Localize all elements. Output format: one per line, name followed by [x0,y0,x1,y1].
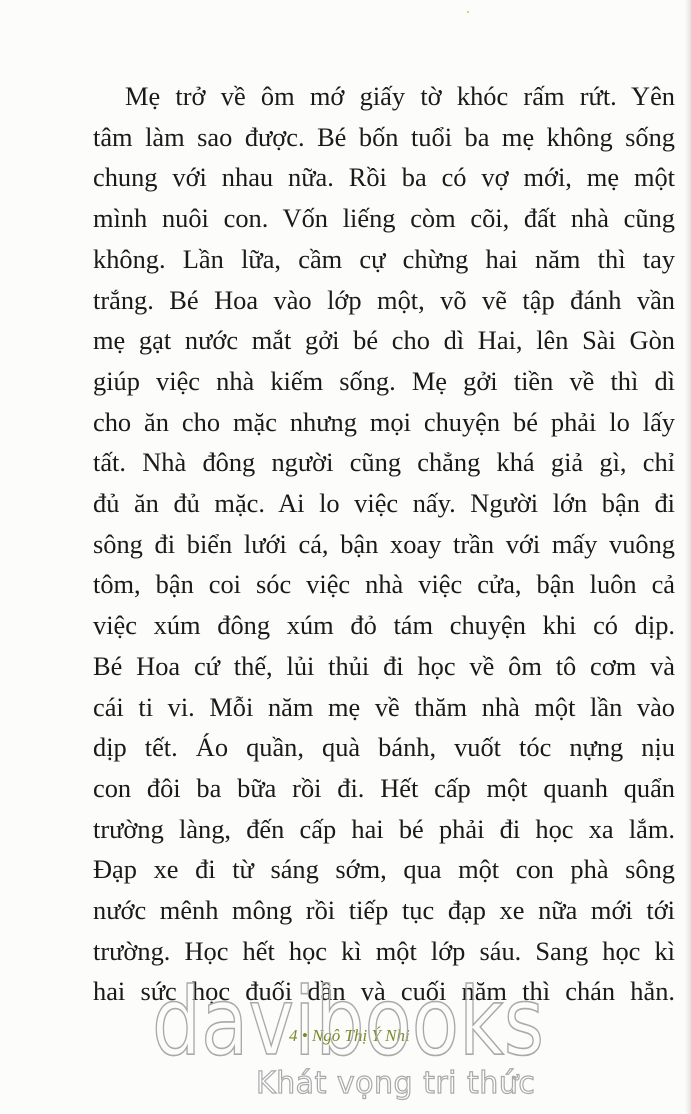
text-line: trường làng, đến cấp hai bé phải đi học xa lắm. [93,813,675,844]
watermark-tagline: Khát vọng tri thức [256,1066,536,1101]
text-line: đủ ăn đủ mặc. Ai lo việc nấy. Người lớn bận đi [93,488,675,519]
paragraph [93,76,675,1012]
text-line: chung với nhau nữa. Rồi ba có vợ mới, mẹ một [93,162,675,193]
text-line: tôm, bận coi sóc việc nhà việc cửa, bận luôn cả [93,569,675,600]
text-line: tâm làm sao được. Bé bốn tuổi ba mẹ không sống [93,121,675,152]
text-line: mẹ gạt nước mắt gởi bé cho dì Hai, lên Sài Gòn [93,325,675,356]
text-line: trắng. Bé Hoa vào lớp một, võ vẽ tập đánh vần [93,284,675,315]
text-line: trường. Học hết học kì một lớp sáu. Sang học kì [93,935,675,966]
text-line: dịp tết. Áo quần, quà bánh, vuốt tóc nựng nịu [93,732,675,763]
page-edge-shadow [685,0,691,1114]
text-line: sông đi biển lưới cá, bận xoay trần với mấy vuông [93,528,675,559]
page-folio: 4 • Ngô Thị Ý Nhi [289,1026,410,1045]
text-line: Mẹ trở về ôm mớ giấy tờ khóc rấm rứt. Yên [125,81,675,111]
davibooks-watermark-logo [148,976,548,1066]
text-line: tất. Nhà đông người cũng chẳng khá giả gì, chỉ [93,447,675,478]
paper-speck [467,11,469,13]
text-line: Bé Hoa cứ thế, lủi thủi đi học về ôm tô cơm và [93,650,675,681]
text-line: mình nuôi con. Vốn liếng còm cõi, đất nhà cũng [93,203,675,234]
text-line: không. Lần lữa, cầm cự chừng hai năm thì tay [93,243,675,274]
watermark-brand-text: davibooks [152,976,544,1066]
text-line: cái ti vi. Mỗi năm mẹ về thăm nhà một lần vào [93,691,675,722]
text-line: hai sức học đuối dần và cuối năm thì chán hẳn. [93,976,675,1007]
text-line: giúp việc nhà kiếm sống. Mẹ gởi tiền về thì dì [93,365,675,396]
text-line: con đôi ba bữa rồi đi. Hết cấp một quanh quẩn [93,772,675,803]
text-line: cho ăn cho mặc nhưng mọi chuyện bé phải lo lấy [93,406,675,437]
text-line: việc xúm đông xúm đỏ tám chuyện khi có dịp. [93,610,675,641]
text-line: Đạp xe đi từ sáng sớm, qua một con phà sông [93,854,675,885]
text-line: nước mênh mông rồi tiếp tục đạp xe nữa mới tới [93,895,675,926]
